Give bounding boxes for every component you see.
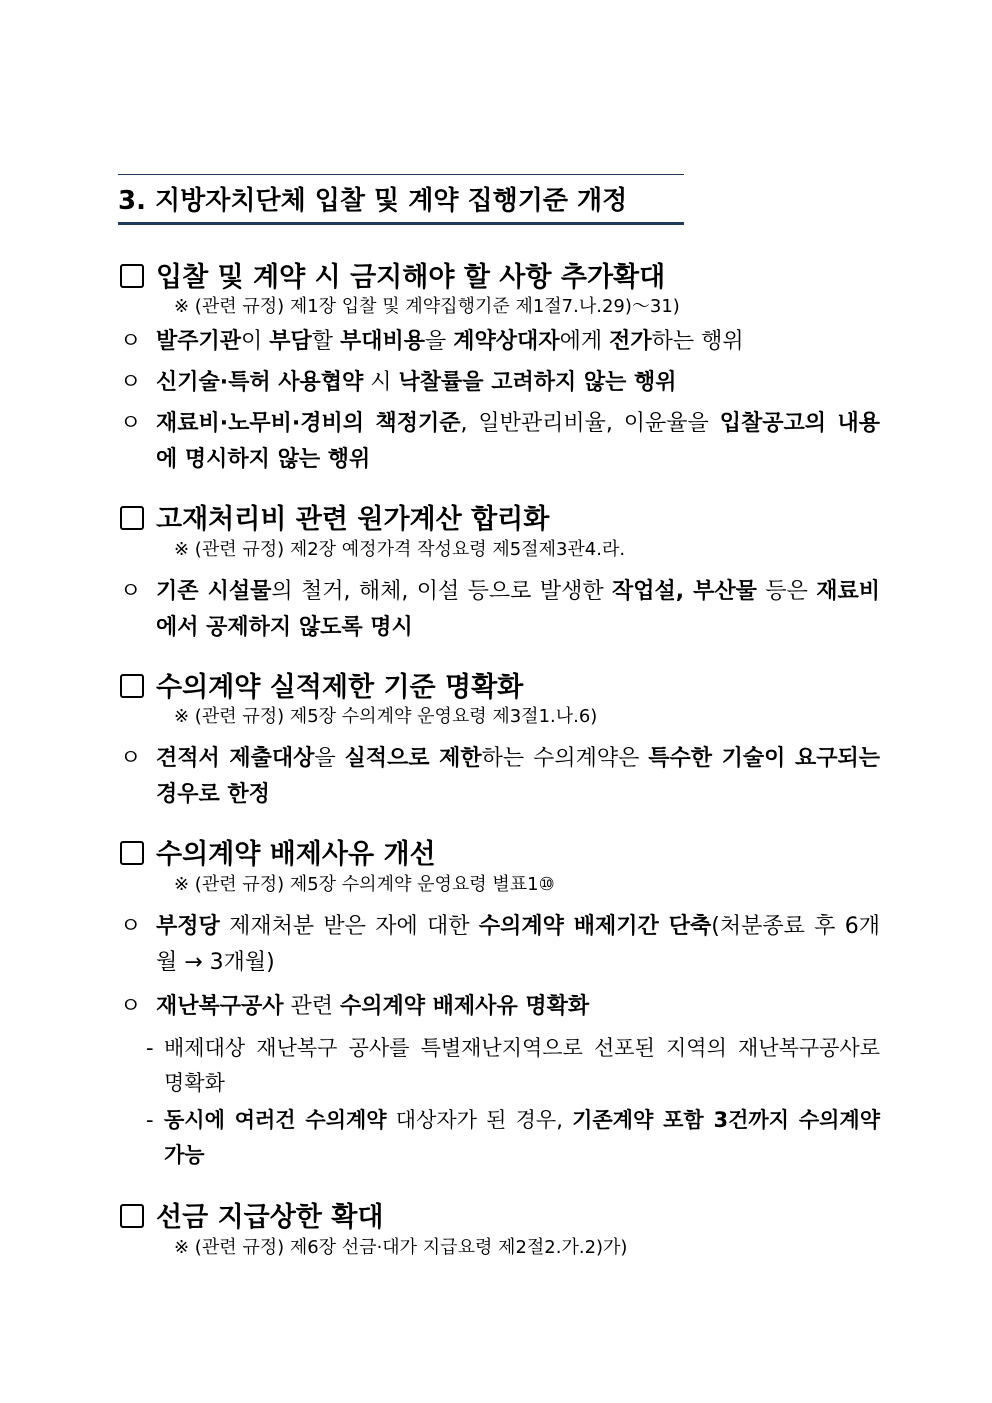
plain-text: 관련: [283, 994, 341, 1019]
emphasis-text: 재료비에서 공제하지 않도록 명시: [156, 579, 880, 640]
bullet-marker: ㅇ: [120, 411, 142, 436]
sub-item: [146, 1031, 880, 1101]
bullet-item: [120, 365, 880, 401]
bullet-marker: ㅇ: [120, 329, 142, 354]
plain-text: 하는 행위: [651, 329, 744, 354]
section-heading-text: 수의계약 배제사유 개선: [156, 839, 436, 870]
emphasis-text: 낙찰률을 고려하지 않는 행위: [398, 370, 677, 395]
page-title-text: 3. 지방자치단체 입찰 및 계약 집행기준 개정: [118, 186, 628, 216]
emphasis-text: 수의계약 배제기간 단축: [478, 914, 712, 939]
section-heading: [120, 1195, 383, 1234]
bullet-text: [156, 324, 880, 360]
regulation-reference: ※ (관련 규정) 제2장 예정가격 작성요령 제5절제3관4.라.: [174, 539, 626, 560]
plain-text: 제재처분 받은 자에 대한: [219, 914, 479, 939]
emphasis-text: 작업설, 부산물: [611, 579, 757, 604]
plain-text: , 일반관리비율, 이윤율을: [460, 411, 720, 436]
section-heading-text: 수의계약 실적제한 기준 명확화: [156, 672, 524, 703]
regulation-reference: ※ (관련 규정) 제5장 수의계약 운영요령 별표1⑩: [174, 874, 555, 895]
checkbox-square-icon: [120, 674, 144, 698]
section-heading-text: 선금 지급상한 확대: [156, 1202, 384, 1233]
plain-text: 을: [314, 746, 345, 771]
plain-text: 이: [241, 329, 270, 354]
bullet-marker: ㅇ: [120, 370, 142, 395]
emphasis-text: 기존 시설물: [156, 579, 272, 604]
bullet-marker: ㅇ: [120, 746, 142, 771]
emphasis-text: 재난복구공사: [156, 994, 284, 1019]
regulation-reference: ※ (관련 규정) 제5장 수의계약 운영요령 제3절1.나.6): [174, 706, 598, 727]
plain-text: (처분종료 후 6개월 → 3개월): [156, 914, 880, 975]
bullet-text: [156, 365, 880, 401]
checkbox-square-icon: [120, 841, 144, 865]
emphasis-text: 수의계약 배제사유 명확화: [340, 994, 590, 1019]
section-heading: [120, 497, 549, 536]
dash-marker: -: [146, 1036, 154, 1060]
sub-item: [146, 1103, 880, 1173]
bullet-item: [120, 406, 880, 478]
checkbox-square-icon: [120, 264, 144, 288]
emphasis-text: 입찰공고의 내용에 명시하지 않는 행위: [156, 411, 880, 472]
bullet-item: [120, 909, 880, 981]
plain-text: 을: [425, 329, 454, 354]
plain-text: 할: [311, 329, 341, 354]
bullet-text: [156, 741, 880, 813]
plain-text: 시: [363, 370, 399, 395]
emphasis-text: 계약상대자: [453, 329, 560, 354]
checkbox-square-icon: [120, 506, 144, 530]
emphasis-text: 동시에 여러건 수의계약: [164, 1108, 387, 1132]
bullet-item: [120, 989, 880, 1025]
emphasis-text: 전가: [609, 329, 652, 354]
bullet-text: [156, 406, 880, 478]
emphasis-text: 부담: [269, 329, 312, 354]
emphasis-text: 특수한 기술이 요구되는 경우로 한정: [156, 746, 880, 807]
sub-item-text: [164, 1031, 880, 1101]
dash-marker: -: [146, 1108, 154, 1132]
title-rule-top: [118, 174, 684, 175]
bullet-marker: ㅇ: [120, 579, 142, 604]
emphasis-text: 부대비용: [340, 329, 426, 354]
bullet-item: [120, 574, 880, 646]
plain-text: 하는 수의계약은: [481, 746, 649, 771]
emphasis-text: 부정당: [156, 914, 220, 939]
bullet-marker: ㅇ: [120, 994, 142, 1019]
emphasis-text: 발주기관: [156, 329, 242, 354]
bullet-item: [120, 324, 880, 360]
plain-text: 의 철거, 해체, 이설 등으로 발생한: [271, 579, 612, 604]
plain-text: 대상자가 된 경우,: [386, 1108, 573, 1132]
bullet-text: [156, 989, 880, 1025]
plain-text: 배제대상 재난복구 공사를 특별재난지역으로 선포된 지역의 재난복구공사로 명확화: [164, 1036, 880, 1095]
sub-item-text: [164, 1103, 880, 1173]
page-title: [118, 180, 684, 225]
emphasis-text: 신기술·특허 사용협약: [156, 370, 364, 395]
title-rule-bottom: [118, 222, 684, 225]
regulation-reference: ※ (관련 규정) 제6장 선금·대가 지급요령 제2절2.가.2)가): [174, 1237, 628, 1258]
bullet-text: [156, 909, 880, 981]
emphasis-text: 견적서 제출대상: [156, 746, 315, 771]
section-heading: [120, 255, 665, 294]
section-heading: [120, 665, 523, 704]
emphasis-text: 재료비·노무비·경비의 책정기준: [156, 411, 461, 436]
bullet-item: [120, 741, 880, 813]
regulation-reference: ※ (관련 규정) 제1장 입찰 및 계약집행기준 제1절7.나.29)～31): [174, 296, 680, 317]
checkbox-square-icon: [120, 1204, 144, 1228]
bullet-marker: ㅇ: [120, 914, 142, 939]
emphasis-text: 실적으로 제한: [344, 746, 482, 771]
emphasis-text: 기존계약 포함 3건까지 수의계약 가능: [164, 1108, 880, 1167]
bullet-text: [156, 574, 880, 646]
section-heading-text: 고재처리비 관련 원가계산 합리화: [156, 504, 550, 535]
section-heading-text: 입찰 및 계약 시 금지해야 할 사항 추가확대: [156, 262, 666, 293]
plain-text: 등은: [756, 579, 817, 604]
section-heading: [120, 832, 436, 871]
plain-text: 에게: [559, 329, 610, 354]
